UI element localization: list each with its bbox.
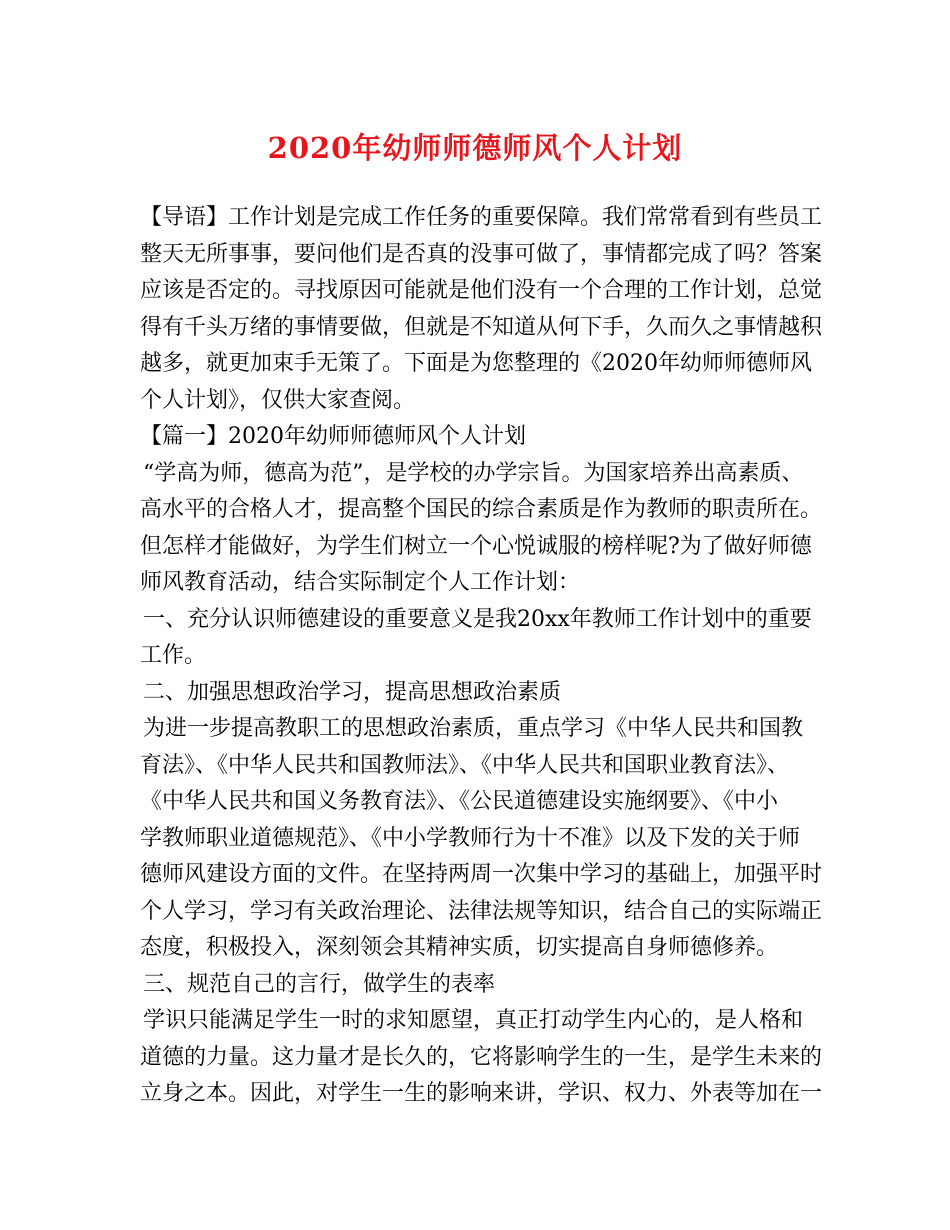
numbered-point: 三、规范自己的言行，做学生的表率 [143,971,496,997]
paragraph-line: 立身之本。因此，对学生一生的影响来讲，学识、权力、外表等加在一 [140,1081,823,1106]
paragraph-line: 德师风建设方面的文件。在坚持两周一次集中学习的基础上，加强平时 [140,862,823,887]
document-body [140,200,830,1113]
paragraph-line: 态度，积极投入，深刻领会其精神实质，切实提高自身师德修养。 [140,935,779,960]
paragraph-line: 育法》、《中华人民共和国教师法》、《中华人民共和国职业教育法》、 [140,752,790,778]
paragraph-line: 为进一步提高教职工的思想政治素质，重点学习《中华人民共和国教 [143,716,804,741]
paragraph-line: 【导语】工作计划是完成工作任务的重要保障。我们常常看到有些员工 [140,205,823,230]
document-title: 2020年幼师师德师风个人计划 [267,131,683,165]
paragraph-line: 《中华人民共和国义务教育法》、《公民道德建设实施纲要》、《中小 [140,789,779,814]
paragraph-line: 工作。 [140,643,207,668]
paragraph-line: 学识只能满足学生一时的求知愿望，真正打动学生内心的，是人格和 [143,1008,804,1033]
paragraph-line: 应该是否定的。寻找原因可能就是他们没有一个合理的工作计划，总觉 [140,278,823,303]
paragraph-line: 个人计划》，仅供大家查阅。 [140,387,416,413]
numbered-point: 一、充分认识师德建设的重要意义是我20xx年教师工作计划中的重要 [143,606,812,632]
paragraph-line: “学高为师，德高为范”，是学校的办学宗旨。为国家培养出高素质、 [143,460,804,486]
paragraph-line: 师风教育活动，结合实际制定个人工作计划： [140,570,581,595]
paragraph-line: 但怎样才能做好，为学生们树立一个心悦诚服的榜样呢?为了做好师德 [140,533,812,559]
numbered-point: 二、加强思想政治学习，提高思想政治素质 [143,679,562,705]
paragraph-line: 整天无所事事，要问他们是否真的没事可做了，事情都完成了吗？答案 [140,241,823,267]
paragraph-line: 高水平的合格人才，提高整个国民的综合素质是作为教师的职责所在。 [140,497,823,522]
section-heading: 【篇一】2020年幼师师德师风个人计划 [140,424,526,449]
paragraph-line: 学教师职业道德规范》、《中小学教师行为十不准》以及下发的关于师 [140,825,801,851]
paragraph-line: 个人学习，学习有关政治理论、法律法规等知识，结合自己的实际端正 [140,898,823,924]
paragraph-line: 越多，就更加束手无策了。下面是为您整理的《2020年幼师师德师风 [140,351,812,376]
paragraph-line: 道德的力量。这力量才是长久的，它将影响学生的一生，是学生未来的 [140,1044,823,1070]
paragraph-line: 得有千头万绪的事情要做，但就是不知道从何下手，久而久之事情越积 [140,314,823,340]
